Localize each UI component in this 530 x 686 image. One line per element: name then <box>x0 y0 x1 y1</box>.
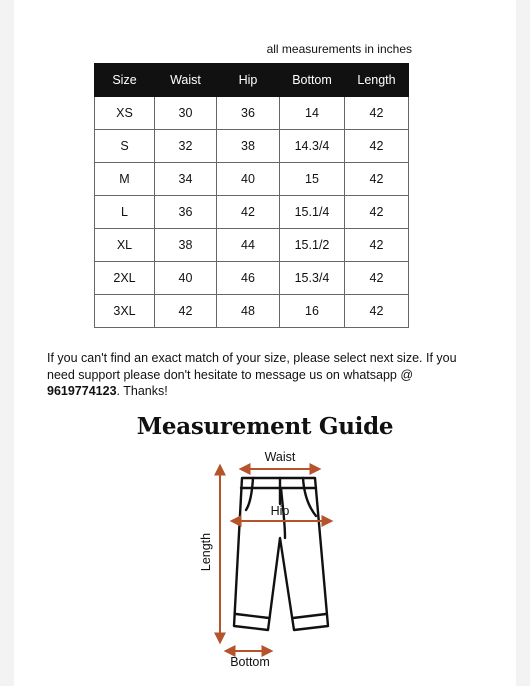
cell-waist: 40 <box>155 262 217 295</box>
note-text-end: . Thanks! <box>116 384 168 398</box>
cell-size: XS <box>95 97 155 130</box>
cell-length: 42 <box>345 295 409 328</box>
cell-length: 42 <box>345 163 409 196</box>
cell-waist: 36 <box>155 196 217 229</box>
pants-measurement-diagram <box>190 448 340 672</box>
cell-bottom: 14 <box>280 97 345 130</box>
header-length: Length <box>345 64 409 97</box>
table-row <box>95 97 409 130</box>
size-help-note <box>47 350 477 400</box>
note-text: If you can't find an exact match of your size, please select next size. If you need support please don't hesitate to message us on whatsapp @ <box>47 351 457 382</box>
cell-hip: 46 <box>217 262 280 295</box>
cell-bottom: 15.1/2 <box>280 229 345 262</box>
units-note: all measurements in inches <box>266 42 412 56</box>
length-label: Length <box>199 532 213 572</box>
bottom-label: Bottom <box>230 655 270 669</box>
whatsapp-number: 9619774123 <box>47 384 117 398</box>
cell-waist: 34 <box>155 163 217 196</box>
cell-length: 42 <box>345 262 409 295</box>
cell-length: 42 <box>345 97 409 130</box>
table-header-row <box>95 64 409 97</box>
header-hip: Hip <box>217 64 280 97</box>
cell-size: 3XL <box>95 295 155 328</box>
cell-size: XL <box>95 229 155 262</box>
measurement-guide-title: Measurement Guide <box>136 413 394 440</box>
cell-size: M <box>95 163 155 196</box>
cell-waist: 30 <box>155 97 217 130</box>
cell-waist: 32 <box>155 130 217 163</box>
cell-size: 2XL <box>95 262 155 295</box>
table-row <box>95 295 409 328</box>
table-row <box>95 262 409 295</box>
table-row <box>95 163 409 196</box>
cell-hip: 38 <box>217 130 280 163</box>
cell-length: 42 <box>345 130 409 163</box>
cell-size: S <box>95 130 155 163</box>
cell-length: 42 <box>345 229 409 262</box>
cell-hip: 42 <box>217 196 280 229</box>
cell-length: 42 <box>345 196 409 229</box>
cell-hip: 40 <box>217 163 280 196</box>
table-row <box>95 196 409 229</box>
pants-icon <box>234 478 328 630</box>
cell-hip: 48 <box>217 295 280 328</box>
cell-waist: 42 <box>155 295 217 328</box>
cell-size: L <box>95 196 155 229</box>
size-table <box>94 63 409 328</box>
cell-waist: 38 <box>155 229 217 262</box>
hip-label: Hip <box>270 504 290 518</box>
cell-bottom: 14.3/4 <box>280 130 345 163</box>
header-waist: Waist <box>155 64 217 97</box>
table-row <box>95 130 409 163</box>
cell-hip: 36 <box>217 97 280 130</box>
cell-bottom: 15.3/4 <box>280 262 345 295</box>
cell-bottom: 15.1/4 <box>280 196 345 229</box>
header-size: Size <box>95 64 155 97</box>
waist-label: Waist <box>264 450 296 464</box>
cell-hip: 44 <box>217 229 280 262</box>
cell-bottom: 15 <box>280 163 345 196</box>
cell-bottom: 16 <box>280 295 345 328</box>
header-bottom: Bottom <box>280 64 345 97</box>
table-row <box>95 229 409 262</box>
